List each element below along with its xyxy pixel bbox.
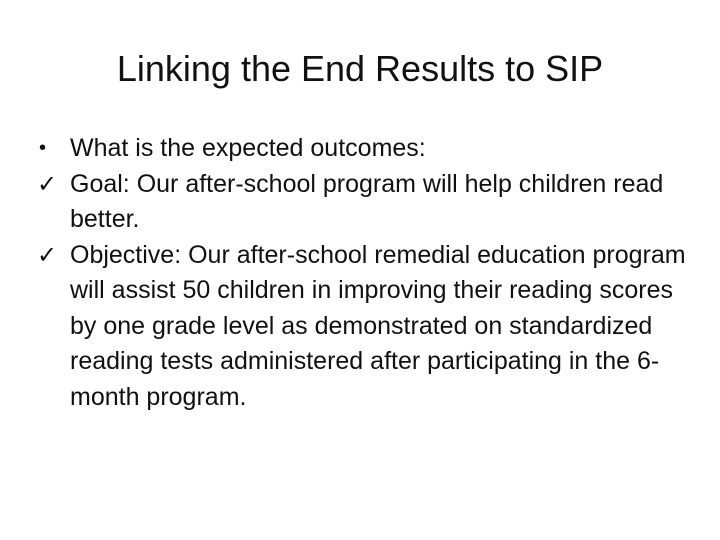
slide-body [36, 131, 696, 415]
bullet-item-goal [36, 167, 696, 238]
checkmark-icon: ✓ [37, 240, 58, 269]
bullet-icon: • [39, 137, 47, 159]
checkmark-icon: ✓ [37, 169, 58, 198]
objective-text: Objective: Our after-school remedial education program will assist 50 children in improving their reading scores by one grade level as demonstrated on standardized reading tests administered after participating in the 6-month program. [70, 240, 686, 411]
goal-text: Goal: Our after-school program will help children read better. [70, 169, 664, 233]
bullet-item-question [36, 131, 696, 167]
slide-title: Linking the End Results to SIP [116, 48, 604, 89]
bullet-item-objective [36, 238, 696, 416]
bullet-text: What is the expected outcomes: [70, 134, 426, 162]
